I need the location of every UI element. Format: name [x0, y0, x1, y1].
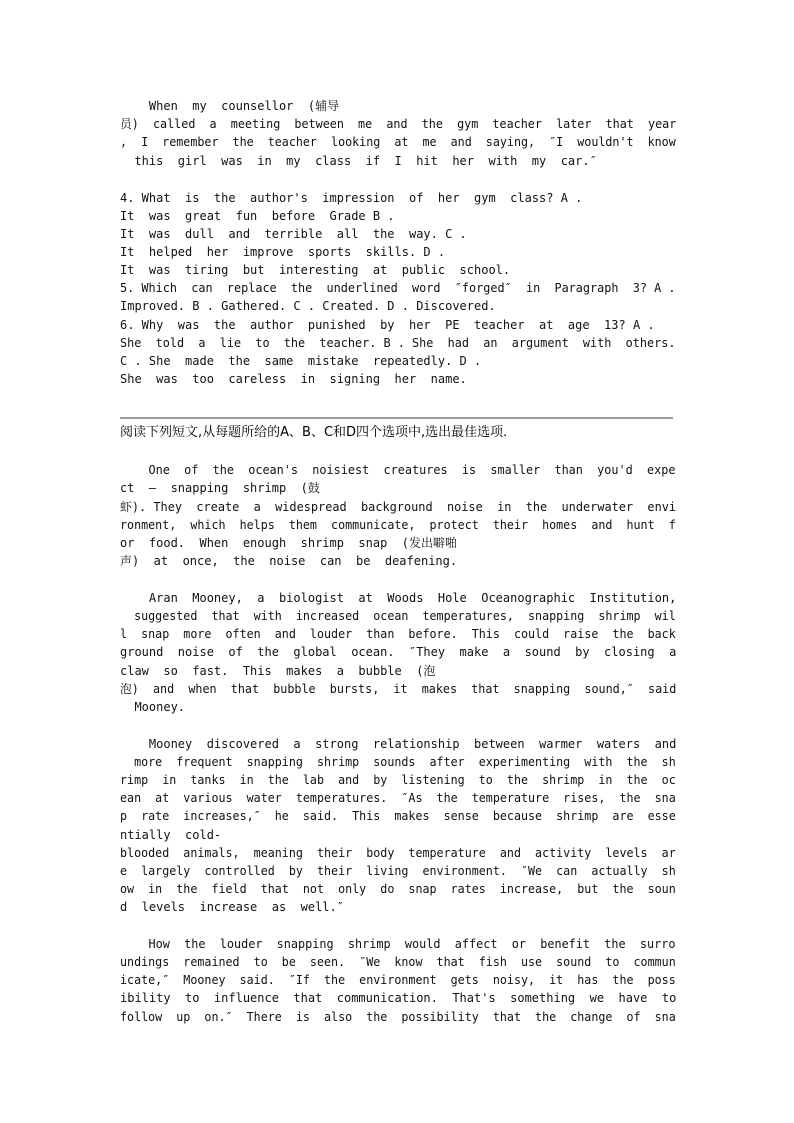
passage-line: 泡) and when that bubble bursts, it makes that snapping sound,″ said [120, 682, 677, 696]
passage-line: l snap more often and louder than before. This could raise the back [120, 627, 676, 641]
passage-line: ow in the field that not only do snap rates increase, but the soun [120, 882, 676, 896]
question-6-option: C . She made the same mistake repeatedly. D . [120, 354, 482, 368]
text-line: , I remember the teacher looking at me and saying, ″I wouldn't know [120, 135, 676, 149]
question-6-option: She told a lie to the teacher. B . She had an argument with others. [120, 336, 676, 350]
passage-line: follow up on.″ There is also the possibility that the change of sna [120, 1010, 676, 1024]
passage-line: or food. When enough shrimp snap (发出噼啪 [120, 536, 457, 550]
passage-line: undings remained to be seen. ″We know that fish use sound to commun [120, 955, 676, 969]
passage-line: ibility to influence that communication. That's something we have to [120, 991, 677, 1005]
question-5: 5. Which can replace the underlined word ″forged″ in Paragraph 3? A . [120, 281, 676, 295]
passage-line: ronment, which helps them communicate, protect their homes and hunt f [120, 518, 676, 532]
passage-line: ntially cold- [120, 828, 222, 842]
text-line: When my counsellor (辅导 [120, 99, 340, 113]
passage-line: How the louder snapping shrimp would affect or benefit the surro [120, 937, 676, 951]
passage-line: icate,″ Mooney said. ″If the environment gets noisy, it has the poss [120, 973, 676, 987]
passage-line: more frequent snapping shrimp sounds after experimenting with the sh [120, 755, 676, 769]
question-5-options: Improved. B . Gathered. C . Created. D . Discovered. [120, 299, 496, 313]
passage-line: Aran Mooney, a biologist at Woods Hole Oceanographic Institution, [120, 591, 677, 605]
text-line: this girl was in my class if I hit her with my car.″ [120, 154, 597, 168]
question-6: 6. Why was the author punished by her PE teacher at age 13? A . [120, 318, 655, 332]
section-divider [120, 417, 673, 419]
text-line: 员) called a meeting between me and the gym teacher later that year [120, 117, 677, 131]
passage-line: 声) at once, the noise can be deafening. [120, 554, 458, 568]
passage-line: rimp in tanks in the lab and by listening to the shrimp in the oc [120, 773, 676, 787]
question-4-option: It was tiring but interesting at public school. [120, 263, 511, 277]
passage-line: ground noise of the global ocean. ″They make a sound by closing a [120, 645, 677, 659]
passage-line: Mooney. [120, 700, 186, 714]
passage-line: d levels increase as well.″ [120, 900, 344, 914]
passage-line: suggested that with increased ocean temperatures, snapping shrimp wil [120, 609, 676, 623]
question-4-option: It helped her improve sports skills. D . [120, 245, 446, 259]
section-instruction: 阅读下列短文,从每题所给的A、B、C和D四个选项中,选出最佳选项. [120, 425, 508, 440]
passage-line: claw so fast. This makes a bubble (泡 [120, 664, 436, 678]
passage-line: Mooney discovered a strong relationship between warmer waters and [120, 737, 677, 751]
question-6-option: She was too careless in signing her name. [120, 372, 467, 386]
question-4: 4. What is the author's impression of her gym class? A . [120, 191, 583, 205]
passage-line: 虾). They create a widespread background noise in the underwater envi [120, 500, 677, 514]
question-4-option: It was great fun before Grade B . [120, 209, 395, 223]
question-4-option: It was dull and terrible all the way. C . [120, 227, 467, 241]
passage-line: blooded animals, meaning their body temperature and activity levels ar [120, 846, 676, 860]
passage-line: One of the ocean's noisiest creatures is smaller than you'd expe [120, 463, 676, 477]
passage-line: ean at various water temperatures. ″As the temperature rises, the sna [120, 791, 676, 805]
passage-line: p rate increases,″ he said. This makes sense because shrimp are esse [120, 809, 676, 823]
passage-line: ct — snapping shrimp (鼓 [120, 481, 320, 495]
passage-line: e largely controlled by their living environment. ″We can actually sh [120, 864, 676, 878]
